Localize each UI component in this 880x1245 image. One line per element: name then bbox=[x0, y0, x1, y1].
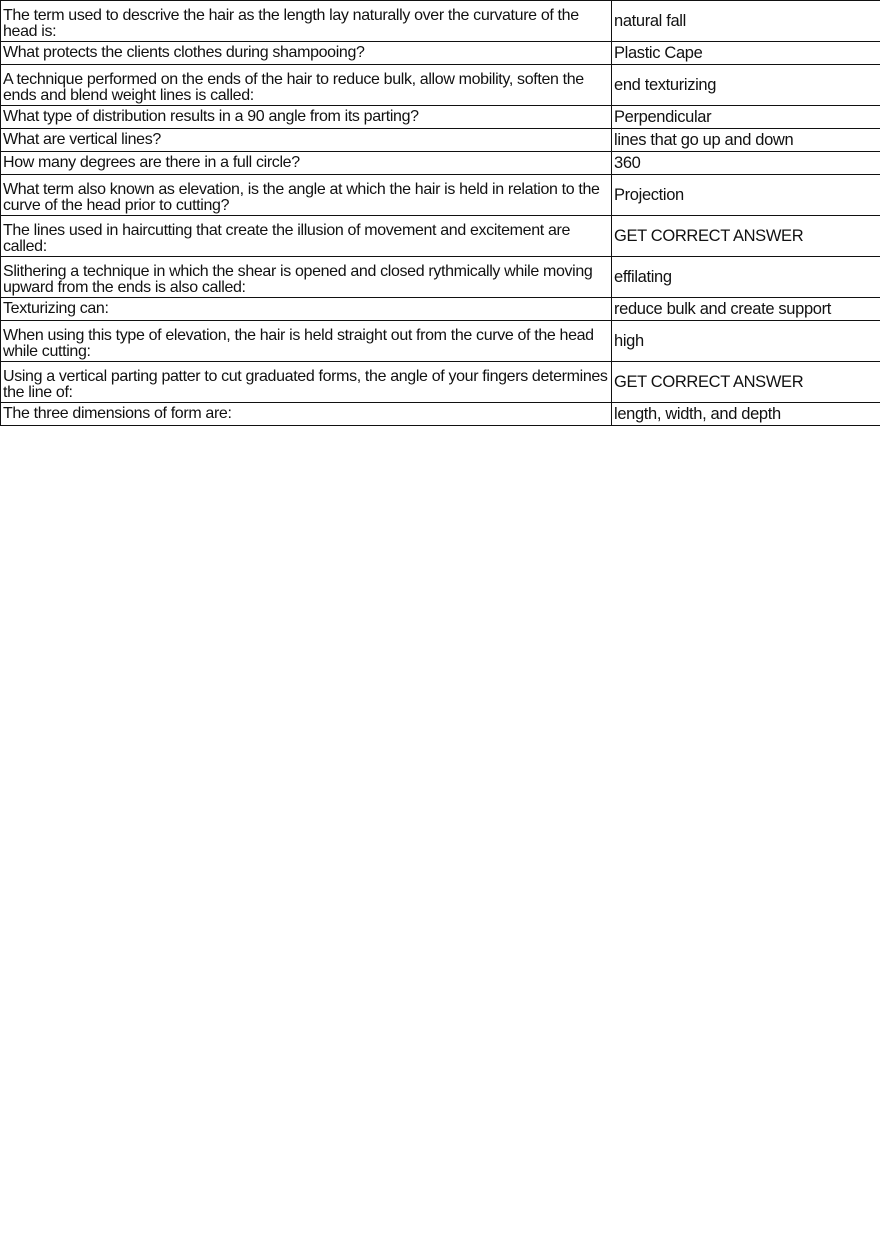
answer-cell: 360 bbox=[612, 152, 880, 175]
table-row bbox=[1, 321, 880, 362]
question-cell: Texturizing can: bbox=[1, 298, 612, 321]
answer-cell: Projection bbox=[612, 175, 880, 216]
answer-cell: length, width, and depth bbox=[612, 403, 880, 426]
question-cell: What protects the clients clothes during shampooing? bbox=[1, 42, 612, 65]
answer-cell: GET CORRECT ANSWER bbox=[612, 362, 880, 403]
question-cell: When using this type of elevation, the hair is held straight out from the curve of the head while cutting: bbox=[1, 321, 612, 362]
qa-table-body bbox=[1, 1, 880, 426]
table-row bbox=[1, 106, 880, 129]
table-row bbox=[1, 216, 880, 257]
table-row bbox=[1, 175, 880, 216]
question-cell: The lines used in haircutting that create the illusion of movement and excitement are called: bbox=[1, 216, 612, 257]
answer-cell: Plastic Cape bbox=[612, 42, 880, 65]
answer-cell: reduce bulk and create support bbox=[612, 298, 880, 321]
table-row bbox=[1, 403, 880, 426]
question-cell: A technique performed on the ends of the hair to reduce bulk, allow mobility, soften the ends and blend weight lines is called: bbox=[1, 65, 612, 106]
table-row bbox=[1, 298, 880, 321]
answer-cell: high bbox=[612, 321, 880, 362]
answer-cell: GET CORRECT ANSWER bbox=[612, 216, 880, 257]
answer-cell: effilating bbox=[612, 257, 880, 298]
answer-cell: end texturizing bbox=[612, 65, 880, 106]
table-row bbox=[1, 362, 880, 403]
table-row bbox=[1, 1, 880, 42]
question-cell: What type of distribution results in a 90 angle from its parting? bbox=[1, 106, 612, 129]
question-cell: The term used to descrive the hair as the length lay naturally over the curvature of the head is: bbox=[1, 1, 612, 42]
table-row bbox=[1, 42, 880, 65]
table-row bbox=[1, 65, 880, 106]
question-cell: Slithering a technique in which the shear is opened and closed rythmically while moving upward from the ends is also called: bbox=[1, 257, 612, 298]
answer-cell: natural fall bbox=[612, 1, 880, 42]
table-row bbox=[1, 129, 880, 152]
question-cell: How many degrees are there in a full circle? bbox=[1, 152, 612, 175]
qa-table bbox=[0, 0, 880, 426]
answer-cell: lines that go up and down bbox=[612, 129, 880, 152]
question-cell: Using a vertical parting patter to cut graduated forms, the angle of your fingers determines the line of: bbox=[1, 362, 612, 403]
table-row bbox=[1, 152, 880, 175]
question-cell: The three dimensions of form are: bbox=[1, 403, 612, 426]
table-row bbox=[1, 257, 880, 298]
answer-cell: Perpendicular bbox=[612, 106, 880, 129]
question-cell: What are vertical lines? bbox=[1, 129, 612, 152]
question-cell: What term also known as elevation, is the angle at which the hair is held in relation to the curve of the head prior to cutting? bbox=[1, 175, 612, 216]
